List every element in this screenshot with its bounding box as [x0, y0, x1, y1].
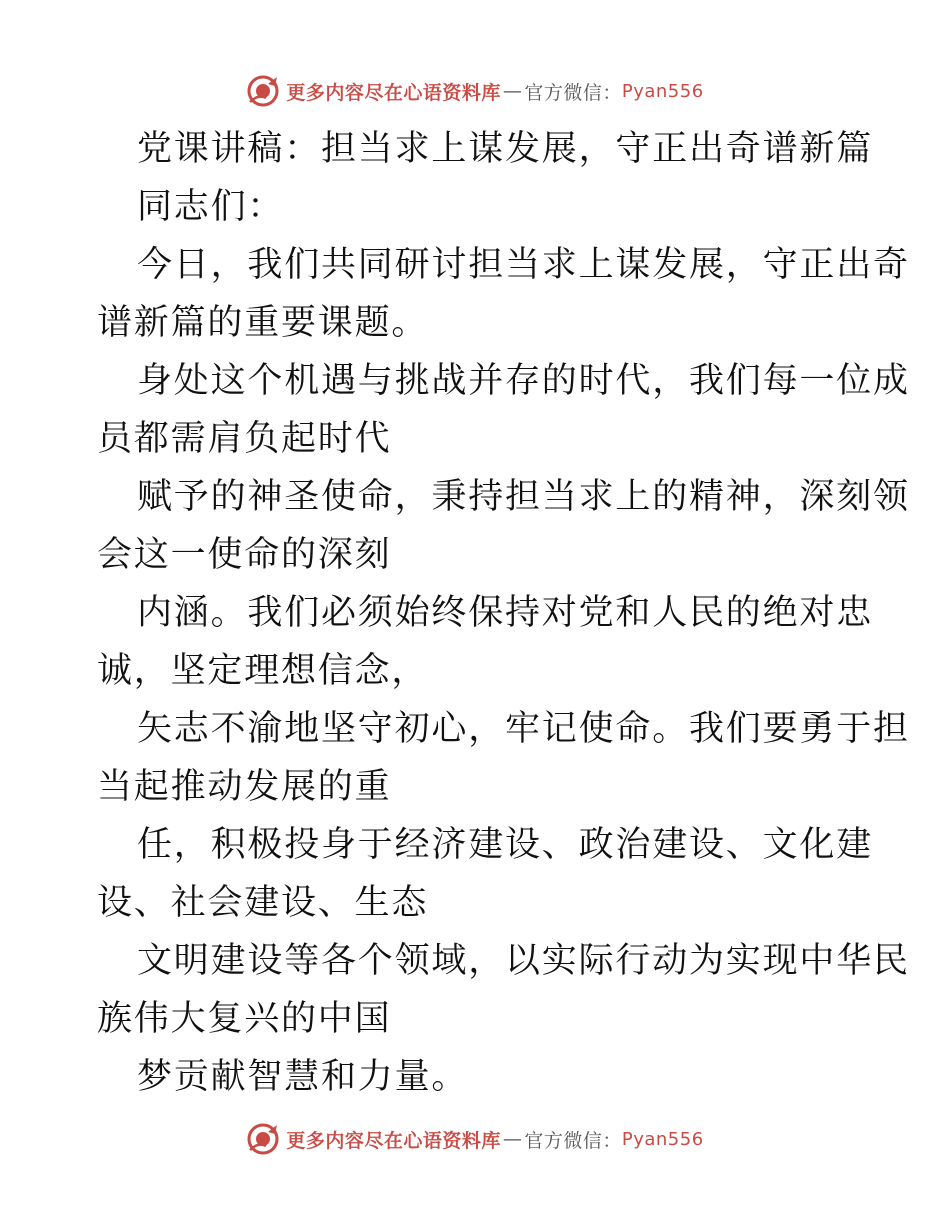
paragraph-line: 内涵。我们必须始终保持对党和人民的绝对忠: [137, 593, 874, 633]
paragraph-line: 员都需肩负起时代: [97, 419, 392, 459]
salutation: 同志们：: [137, 187, 285, 227]
paragraph-line: 当起推动发展的重: [97, 767, 392, 807]
paragraph-line: 梦贡献智慧和力量。: [137, 1057, 469, 1097]
pen-logo-icon: [246, 1122, 280, 1156]
watermark-id: Pyan556: [621, 80, 704, 102]
paragraph-line: 赋予的神圣使命，秉持担当求上的精神，深刻领: [137, 477, 910, 517]
paragraph-line: 任，积极投身于经济建设、政治建设、文化建: [137, 825, 874, 865]
watermark-id: Pyan556: [621, 1128, 704, 1150]
watermark-label: 官方微信：: [524, 81, 622, 104]
watermark-brand: 更多内容尽在心语资料库: [286, 81, 501, 104]
watermark-dash: —: [502, 1128, 523, 1150]
header-watermark: [0, 71, 950, 111]
pen-logo-icon: [246, 74, 280, 108]
paragraph-line: 今日，我们共同研讨担当求上谋发展，守正出奇: [137, 245, 910, 285]
footer-watermark: [0, 1119, 950, 1159]
paragraph-line: 矢志不渝地坚守初心，牢记使命。我们要勇于担: [137, 709, 910, 749]
paragraph-line: 文明建设等各个领域，以实际行动为实现中华民: [137, 941, 910, 981]
paragraph-line: 族伟大复兴的中国: [97, 999, 392, 1039]
document-body: [97, 120, 910, 1106]
paragraph-line: 诚，坚定理想信念，: [97, 651, 429, 691]
document-title: 党课讲稿：担当求上谋发展，守正出奇谱新篇: [137, 129, 874, 169]
watermark-label: 官方微信：: [524, 1129, 622, 1152]
paragraph-line: 会这一使命的深刻: [97, 535, 392, 575]
watermark-dash: —: [502, 80, 523, 102]
paragraph-line: 身处这个机遇与挑战并存的时代，我们每一位成: [137, 361, 910, 401]
paragraph-line: 谱新篇的重要课题。: [97, 303, 429, 343]
paragraph-line: 设、社会建设、生态: [97, 883, 429, 923]
watermark-brand: 更多内容尽在心语资料库: [286, 1129, 501, 1152]
